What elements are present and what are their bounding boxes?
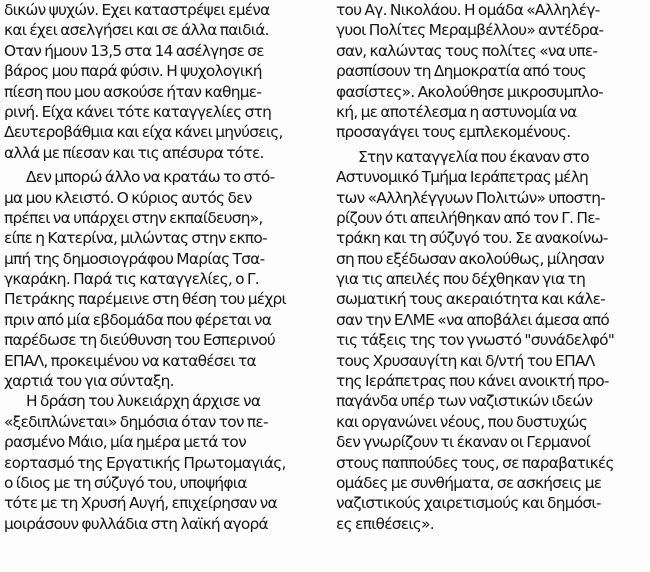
text-line: ρασμένο Μάιο, μία ημέρα μετά τον xyxy=(4,433,246,452)
text-line: παρέδωσε τη διεύθυνση του Εσπερινού xyxy=(4,331,276,350)
text-line: σωματική τους ακεραιότητα και κάλε- xyxy=(336,290,605,309)
text-line: ο ίδιος με τη σύζυγό του, υποψήφια xyxy=(4,473,247,492)
text-line: παγάνδα υπέρ των ναζιστικών ιδεών xyxy=(336,392,593,411)
text-line: ΕΠΑΛ, προκειμένου να καταθέσει τα xyxy=(4,351,256,370)
text-line: της Ιεράπετρας που κάνει ανοικτή προ- xyxy=(336,372,609,391)
text-line: Οταν ήμουν 13,5 στα 14 ασέλγησε σε xyxy=(4,41,264,60)
text-line: μα μου κλειστό. Ο κύριος αυτός δεν xyxy=(4,188,252,207)
text-line: ες επιθέσεις». xyxy=(336,514,434,533)
text-line: για τις απειλές που δέχθηκαν για τη xyxy=(336,270,586,289)
text-line: τις τάξεις της τον γνωστό "συνάδελφό" xyxy=(336,331,615,350)
text-line: χαρτιά του για σύνταξη. xyxy=(4,372,174,391)
text-line: μοιράσουν φυλλάδια στη λαϊκή αγορά xyxy=(4,514,268,533)
text-line: Πετράκης παρέμεινε στη θέση του μέχρι xyxy=(4,290,286,309)
text-line: στους παππούδες τους, σε παραβατικές xyxy=(336,453,614,472)
text-line: ναζιστικούς χαιρετισμούς και δημόσι- xyxy=(336,494,601,513)
text-line: εορτασμό της Εργατικής Πρωτομαγιάς, xyxy=(4,453,286,472)
text-line: τους Χρυσαυγίτη και δ/ντή του ΕΠΑΛ xyxy=(336,351,595,370)
text-line: είπε η Κατερίνα, μιλώντας στην εκπο- xyxy=(4,229,267,248)
text-line: γυοι Πολίτες Μεραμβέλλου» αντέδρα- xyxy=(336,21,604,40)
text-line: σαν την ΕΛΜΕ «να αποβάλει άμεσα από xyxy=(336,310,610,329)
text-line: πρέπει να υπάρχει στην εκπαίδευση», xyxy=(4,208,263,227)
text-line: δικών ψυχών. Εχει καταστρέψει εμένα xyxy=(4,1,270,19)
text-line: σαν, καλώντας τους πολίτες «να υπε- xyxy=(336,41,598,60)
text-line: ρίζουν ότι απειλήθηκαν από τον Γ. Πε- xyxy=(336,208,600,227)
text-line: ση που εξέδωσαν ακολούθως, μίλησαν xyxy=(336,249,604,268)
article-column-right xyxy=(336,0,646,534)
text-line: πριν από μία εβδομάδα που φέρεται να xyxy=(4,310,272,329)
text-line: ρασπίσουν τη Δημοκρατία από τους xyxy=(336,62,586,81)
text-line: γκαράκη. Παρά τις καταγγελίες, ο Γ. xyxy=(4,270,259,289)
text-line: ομάδες με συνθήματα, σε ασκήσεις με xyxy=(336,473,602,492)
text-line: προσαγάγει τους εμπλεκομένους. xyxy=(336,123,571,142)
text-line: Η δράση του λυκειάρχη άρχισε να xyxy=(26,392,261,411)
text-line: των «Αλληλέγγυων Πολιτών» υποστη- xyxy=(336,188,606,207)
text-line: κή, με αποτέλεσμα η αστυνομία να xyxy=(336,102,577,121)
text-line: «ξεδιπλώνεται» δημόσια όταν τον πε- xyxy=(4,412,268,431)
text-line: Δεν μπορώ άλλο να κρατάω το στό- xyxy=(26,168,275,187)
text-line: και οργανώνει νέους, που δυστυχώς xyxy=(336,412,588,431)
text-line: αλλά με πίεσαν και τις απέσυρα τότε. xyxy=(4,143,264,162)
text-line: του Αγ. Νικολάου. Η ομάδα «Αλληλέγ- xyxy=(336,1,600,19)
text-line: και έχει ασελγήσει και σε άλλα παιδιά. xyxy=(4,21,269,40)
text-line: Δευτεροβάθμια και είχα κάνει μηνύσεις, xyxy=(4,123,283,142)
text-line: Αστυνομικό Τμήμα Ιεράπετρας μέλη xyxy=(336,168,589,187)
text-line: μπή της δημοσιογράφου Μαρίας Τσα- xyxy=(4,249,265,268)
text-line: Στην καταγγελία που έκαναν στο xyxy=(358,147,589,166)
text-line: ρινή. Είχα κάνει τότε καταγγελίες στη xyxy=(4,102,272,121)
text-line: τότε με τη Χρυσή Αυγή, επιχείρησαν να xyxy=(4,494,277,513)
text-line: πίεση που μου ασκούσε ήταν καθημε- xyxy=(4,82,262,101)
text-line: βάρος μου παρά φύσιν. Η ψυχολογική xyxy=(4,62,262,81)
text-line: τράκη και τη σύζυγό του. Σε ανακοίνω- xyxy=(336,229,608,248)
article-column-left xyxy=(4,0,314,534)
text-line: δεν γνωρίζουν τι έκαναν οι Γερμανοί xyxy=(336,433,591,452)
text-line: φασίστες». Ακολούθησε μικροσυμπλο- xyxy=(336,82,603,101)
